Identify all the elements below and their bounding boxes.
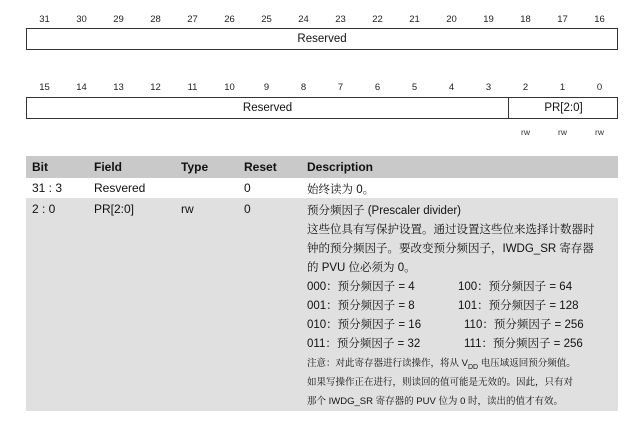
bit-number: 29 (113, 14, 124, 25)
row-field: PR[2:0] (94, 202, 135, 216)
bit-number: 1 (559, 82, 566, 93)
note-line: 如果写操作正在进行，则读回的值可能是无效的。因此，只有对 (307, 377, 574, 388)
prescaler-value: 101：预分频因子 = 128 (458, 300, 579, 312)
prescaler-value: 001：预分频因子 = 8 (307, 300, 415, 312)
bit-number: 31 (39, 14, 50, 25)
bit-number: 5 (411, 82, 418, 93)
bit-number: 18 (520, 14, 531, 25)
bit-number: 8 (300, 82, 307, 93)
bit-number: 27 (187, 14, 198, 25)
field-description-table (26, 156, 618, 411)
note-line: 那个 IWDG_SR 寄存器的 PUV 位为 0 时，读出的值才有效。 (307, 396, 563, 407)
bit-number: 19 (483, 14, 494, 25)
reserved-high-field: Reserved (297, 33, 347, 45)
bit-number: 22 (372, 14, 383, 25)
bit-number: 28 (150, 14, 161, 25)
bit-number: 4 (448, 82, 455, 93)
note-text: 电压域返回预分频值。 (478, 358, 576, 369)
access-type: rw (595, 127, 604, 137)
bit-number: 3 (485, 82, 492, 93)
access-type: rw (521, 127, 530, 137)
bit-number: 23 (335, 14, 346, 25)
bit-number: 16 (594, 14, 605, 25)
row-reset: 0 (244, 181, 251, 195)
row-bit: 2 : 0 (32, 202, 56, 216)
bit-number: 24 (298, 14, 309, 25)
header-description: Description (307, 160, 374, 174)
register-low (26, 97, 618, 119)
prescaler-value: 110：预分频因子 = 256 (464, 319, 584, 331)
prescaler-value: 000：预分频因子 = 4 (307, 281, 415, 293)
access-type: rw (558, 127, 567, 137)
bit-number: 26 (224, 14, 235, 25)
description-line: 的 PVU 位必须为 0。 (307, 262, 416, 274)
note-text: 注意：对此寄存器进行读操作，将从 V (307, 358, 468, 369)
reserved-low-field: Reserved (242, 102, 293, 114)
table-row (26, 178, 618, 198)
bit-number: 17 (557, 14, 568, 25)
bit-number: 30 (76, 14, 87, 25)
bit-number: 7 (337, 82, 344, 93)
header-field: Field (94, 160, 123, 174)
table-header (26, 156, 618, 178)
prescaler-value: 111：预分频因子 = 256 (464, 338, 583, 350)
pr-field: PR[2:0] (508, 98, 618, 118)
row-bit: 31 : 3 (32, 181, 63, 195)
row-type: rw (181, 202, 194, 216)
bit-number: 12 (150, 82, 161, 93)
note-line (307, 355, 576, 371)
header-bit: Bit (32, 160, 48, 174)
bit-number: 21 (409, 14, 420, 25)
description-line: 钟的预分频因子。要改变预分频因子，IWDG_SR 寄存器 (307, 243, 594, 255)
bit-number: 25 (261, 14, 272, 25)
bit-number: 10 (224, 82, 235, 93)
register-high (26, 28, 618, 50)
note-subscript: DD (467, 363, 479, 371)
bit-number: 2 (522, 82, 529, 93)
bit-number: 6 (374, 82, 381, 93)
bit-numbers-low (26, 82, 618, 96)
header-type: Type (181, 160, 209, 174)
row-description: 始终读为 0。 (307, 184, 375, 196)
prescaler-value: 011：预分频因子 = 32 (307, 338, 421, 350)
bit-numbers-high (26, 14, 618, 28)
bit-number: 0 (596, 82, 603, 93)
bit-number: 11 (187, 82, 198, 93)
header-reset: Reset (244, 160, 277, 174)
bit-number: 15 (39, 82, 50, 93)
table-row (26, 198, 618, 411)
bit-number: 9 (263, 82, 270, 93)
bit-number: 13 (113, 82, 124, 93)
description-title: 预分频因子 (Prescaler divider) (307, 205, 461, 217)
description-line: 这些位具有写保护设置。通过设置这些位来选择计数器时 (307, 224, 595, 236)
row-reset: 0 (244, 202, 251, 216)
row-field: Resvered (94, 181, 146, 195)
prescaler-value: 100：预分频因子 = 64 (458, 281, 573, 293)
prescaler-value: 010：预分频因子 = 16 (307, 319, 422, 331)
bit-number: 20 (446, 14, 457, 25)
bit-number: 14 (76, 82, 87, 93)
